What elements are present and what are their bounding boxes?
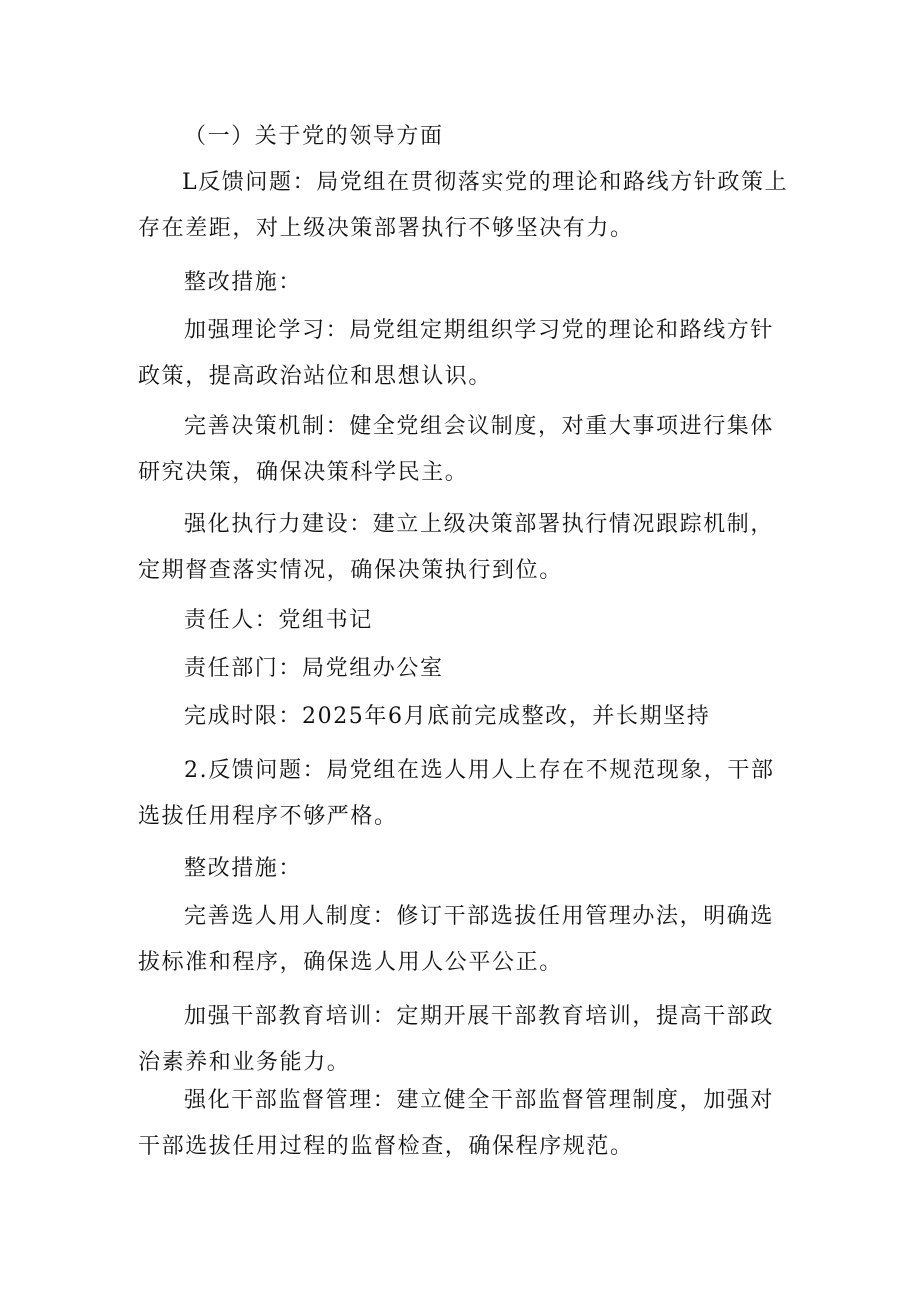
issue2-problem: 2.反馈问题：局党组在选人用人上存在不规范现象，干部选拔任用程序不够严格。 [138,758,775,829]
issue1-responsible-person: 责任人：党组书记 [184,608,373,633]
section-heading: （一）关于党的领导方面 [184,124,444,149]
issue1-measure-decision: 完善决策机制：健全党组会议制度，对重大事项进行集体研究决策，确保决策科学民主。 [138,414,775,485]
issue2-measure-training: 加强干部教育培训：定期开展干部教育培训，提高干部政治素养和业务能力。 [138,1004,775,1075]
issue1-measure-execution: 强化执行力建设：建立上级决策部署执行情况跟踪机制，定期督查落实情况，确保决策执行到位。 [138,512,775,583]
issue1-measure-study: 加强理论学习：局党组定期组织学习党的理论和路线方针政策，提高政治站位和思想认识。 [138,318,775,389]
issue2-measures-label: 整改措施： [184,856,303,881]
issue2-measure-supervision: 强化干部监督管理：建立健全干部监督管理制度，加强对干部选拔任用过程的监督检查，确保程序规范。 [138,1088,775,1159]
issue1-measures-label: 整改措施： [184,270,303,295]
issue1-problem: L反馈问题：局党组在贯彻落实党的理论和路线方针政策上存在差距，对上级决策部署执行不够坚决有力。 [138,170,789,241]
issue2-measure-system: 完善选人用人制度：修订干部选拔任用管理办法，明确选拔标准和程序，确保选人用人公平公正。 [138,904,775,975]
issue1-responsible-department: 责任部门：局党组办公室 [184,656,444,681]
issue1-deadline: 完成时限：2025年6月底前完成整改，并长期坚持 [184,704,711,729]
